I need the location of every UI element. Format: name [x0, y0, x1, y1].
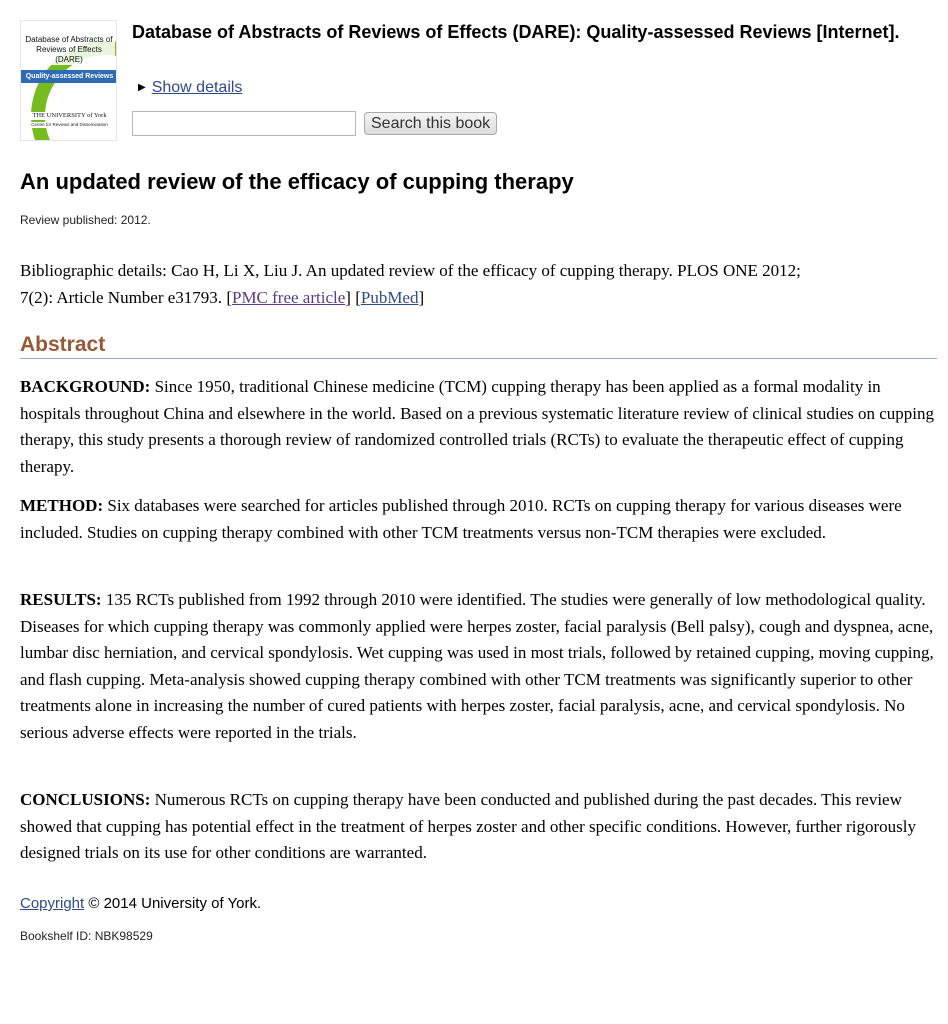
bibliographic-details: Bibliographic details: Cao H, Li X, Liu J. An updated review of the efficacy of cupping therapy. PLOS ONE 2012; 7(2): Article Number e31793. [PMC free article] [PubMed]	[20, 261, 801, 307]
pmc-free-article-link[interactable]: PMC free article	[231, 287, 346, 307]
biblio-text: Bibliographic details: Cao H, Li X, Liu J. An updated review of the efficacy of cupping therapy. PLOS ONE 2012; 7(2): Article Number e31793.	[20, 261, 801, 307]
section-label: RESULTS:	[20, 590, 102, 609]
abstract-method	[20, 493, 938, 546]
cover-band: Quality-assessed Reviews	[21, 70, 117, 83]
abstract-results	[20, 587, 938, 747]
section-text: 135 RCTs published from 1992 through 2010 were identified. The studies were generally of low methodological quality. Diseases for which cupping therapy was commonly applied were herpes zoster, facial paralysis (Bell palsy), cough and dyspnea, acne, lumbar disc herniation, and cervical spondylosis. Wet cupping was used in most trials, followed by retained cupping, moving cupping, and flash cupping. Meta-analysis showed cupping therapy combined with other TCM treatments was significantly superior to other treatments alone in increasing the number of cured patients with herpes zoster, facial paralysis, acne, and cervical spondylosis. No serious adverse effects were reported in the trials.	[20, 590, 934, 742]
cover-centre: Centre for Reviews and Dissemination	[21, 122, 117, 128]
section-label: CONCLUSIONS:	[20, 790, 151, 809]
show-details-link[interactable]: Show details	[151, 79, 243, 96]
section-text: Six databases were searched for articles published through 2010. RCTs on cupping therapy for various diseases were included. Studies on cupping therapy combined with other TCM treatments versus non-TCM therapies were excluded.	[20, 496, 902, 542]
cover-title: Database of Abstracts of Reviews of Effects (DARE)	[23, 35, 115, 65]
show-details-toggle[interactable]	[138, 78, 242, 98]
section-label: METHOD:	[20, 496, 104, 515]
abstract-heading: Abstract	[20, 332, 937, 359]
cover-university-logo: THE UNIVERSITY of York	[21, 112, 117, 120]
copyright-text: © 2014 University of York.	[84, 895, 262, 912]
search-book-input[interactable]	[132, 111, 356, 136]
abstract-conclusions	[20, 787, 938, 867]
book-title: Database of Abstracts of Reviews of Effects (DARE): Quality-assessed Reviews [Internet].	[132, 22, 900, 42]
search-book-button[interactable]: Search this book	[364, 112, 497, 135]
copyright-link[interactable]: Copyright	[20, 895, 85, 912]
section-text: Numerous RCTs on cupping therapy have been conducted and published during the past decades. This review showed that cupping has potential effect in the treatment of herpes zoster and other specific conditions. However, further rigorously designed trials on its use for other conditions are warranted.	[20, 790, 916, 863]
article-title: An updated review of the efficacy of cupping therapy	[20, 169, 574, 194]
triangle-right-icon: ▶	[138, 82, 146, 93]
section-label: BACKGROUND:	[20, 377, 151, 396]
book-header	[20, 20, 930, 142]
review-published: Review published: 2012.	[20, 213, 151, 227]
bookshelf-id: Bookshelf ID: NBK98529	[20, 929, 153, 943]
copyright-notice	[20, 894, 261, 914]
pubmed-link[interactable]: PubMed	[360, 287, 419, 307]
section-text: Since 1950, traditional Chinese medicine (TCM) cupping therapy has been applied as a formal modality in hospitals throughout China and elsewhere in the world. Based on a previous systematic literature review of clinical studies on cupping therapy, this study presents a thorough review of randomized controlled trials (RCTs) to evaluate the therapeutic effect of cupping therapy.	[20, 377, 934, 476]
abstract-background	[20, 374, 938, 480]
book-cover-image[interactable]	[20, 20, 117, 141]
